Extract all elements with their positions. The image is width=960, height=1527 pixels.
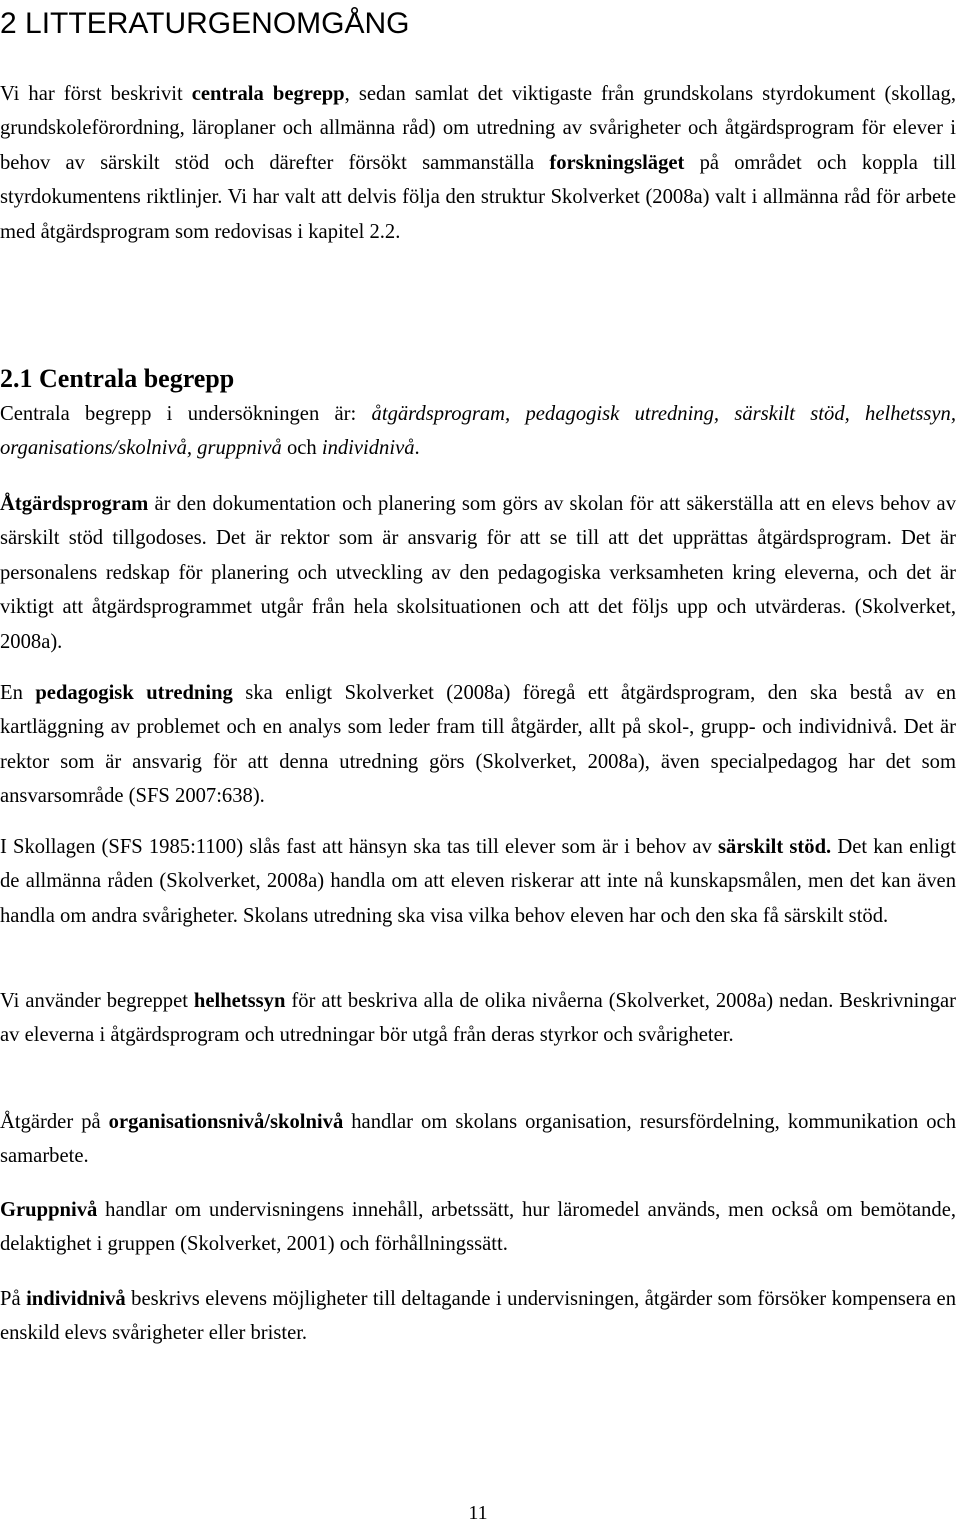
gruppniva-paragraph	[0, 1193, 956, 1262]
helhetssyn-text-2: för att beskriva alla de olika nivåerna (Skolverket, 2008a) nedan. Beskrivningar av eleverna i åtgärdsprogram och utredningar bör utgå från deras styrkor och svårigheter.	[0, 990, 956, 1047]
concepts-paragraph	[0, 397, 956, 466]
sarskilt-stod-paragraph	[0, 830, 956, 933]
intro-text-3: på området och koppla till styrdokumentens riktlinjer. Vi har valt att delvis följa den struktur Skolverket (2008a) valt i allmänna råd för arbete med åtgärdsprogram som redovisas i kapitel 2.2.	[0, 151, 956, 243]
helhetssyn-paragraph	[0, 984, 956, 1053]
organisationsniva-term: organisationsnivå/skolnivå	[108, 1111, 344, 1133]
atgardsprogram-text: är den dokumentation och planering som görs av skolan för att säkerställa att en elevs behov av särskilt stöd tillgodoses. Det är rektor som är ansvarig för att se till att det upprättas åtgärdsprogram. Det är personalens redskap för planering och utveckling av den pedagogiska verksamheten kring eleverna, och det är viktigt att åtgärdsprogrammet utgår från hela skolsituationen och att det följs upp och utvärderas. (Skolverket, 2008a).	[0, 493, 956, 653]
individniva-paragraph	[0, 1282, 956, 1351]
atgardsprogram-paragraph	[0, 487, 956, 659]
gruppniva-text: handlar om undervisningens innehåll, arbetssätt, hur läromedel används, men också om bemötande, delaktighet i gruppen (Skolverket, 2001) och förhållningssätt.	[0, 1199, 956, 1256]
sarskilt-stod-term: särskilt stöd.	[718, 836, 832, 858]
atgardsprogram-term: Åtgärdsprogram	[0, 493, 149, 515]
concepts-text-3: .	[414, 437, 420, 460]
intro-paragraph	[0, 77, 956, 249]
chapter-title: 2 LITTERATURGENOMGÅNG	[0, 7, 410, 40]
sarskilt-stod-text-2: Det kan enligt de allmänna råden (Skolverket, 2008a) handla om att eleven riskerar att inte nå kunskapsmålen, men det kan även handla om andra svårigheter. Skolans utredning ska visa vilka behov eleven har och den ska få särskilt stöd.	[0, 836, 956, 927]
utredning-text-1: En	[0, 682, 36, 704]
organisationsniva-text-2: handlar om skolans organisation, resursfördelning, kommunikation och samarbete.	[0, 1111, 956, 1168]
individniva-text-1: På	[0, 1288, 27, 1310]
utredning-term: pedagogisk utredning	[35, 682, 233, 704]
helhetssyn-term: helhetssyn	[193, 990, 286, 1012]
intro-term-forskningslaget: forskningsläget	[549, 151, 685, 174]
utredning-paragraph	[0, 676, 956, 814]
intro-text-2: , sedan samlat det viktigaste från grundskolans styrdokument (skollag, grundskoleförordning, läroplaner och allmänna råd) om utredning av svårigheter och åtgärdsprogram för elever i behov av särskilt stöd och därefter försökt sammanställa	[0, 83, 957, 174]
concepts-list: åtgärdsprogram, pedagogisk utredning, särskilt stöd, helhetssyn, organisations/skolnivå, gruppnivå	[0, 403, 956, 460]
gruppniva-term: Gruppnivå	[0, 1199, 98, 1221]
concepts-text-2: och	[281, 437, 322, 460]
sarskilt-stod-text-1: I Skollagen (SFS 1985:1100) slås fast att hänsyn ska tas till elever som är i behov av	[0, 836, 719, 858]
page-number: 11	[468, 1502, 488, 1524]
individniva-term: individnivå	[26, 1288, 126, 1310]
concepts-text-1: Centrala begrepp i undersökningen är:	[0, 403, 372, 425]
organisationsniva-text-1: Åtgärder på	[0, 1111, 109, 1133]
helhetssyn-text-1: Vi använder begreppet	[0, 990, 194, 1012]
intro-text-1: Vi har först beskrivit	[0, 83, 192, 105]
individniva-text-2: beskrivs elevens möjligheter till deltagande i undervisningen, åtgärder som försöker kompensera en enskild elevs svårigheter eller brister.	[0, 1288, 956, 1345]
utredning-text-2: ska enligt Skolverket (2008a) föregå ett åtgärdsprogram, den ska bestå av en kartläggning av problemet och en analys som leder fram till åtgärder, allt på skol-, grupp- och individnivå. Det är rektor som är ansvarig för att denna utredning görs (Skolverket, 2008a), även specialpedagog har det som ansvarsområde (SFS 2007:638).	[0, 682, 956, 808]
intro-term-centrala-begrepp: centrala begrepp	[191, 83, 345, 105]
organisationsniva-paragraph	[0, 1105, 956, 1174]
concepts-individniva: individnivå	[321, 437, 415, 460]
section-title: 2.1 Centrala begrepp	[0, 364, 235, 393]
